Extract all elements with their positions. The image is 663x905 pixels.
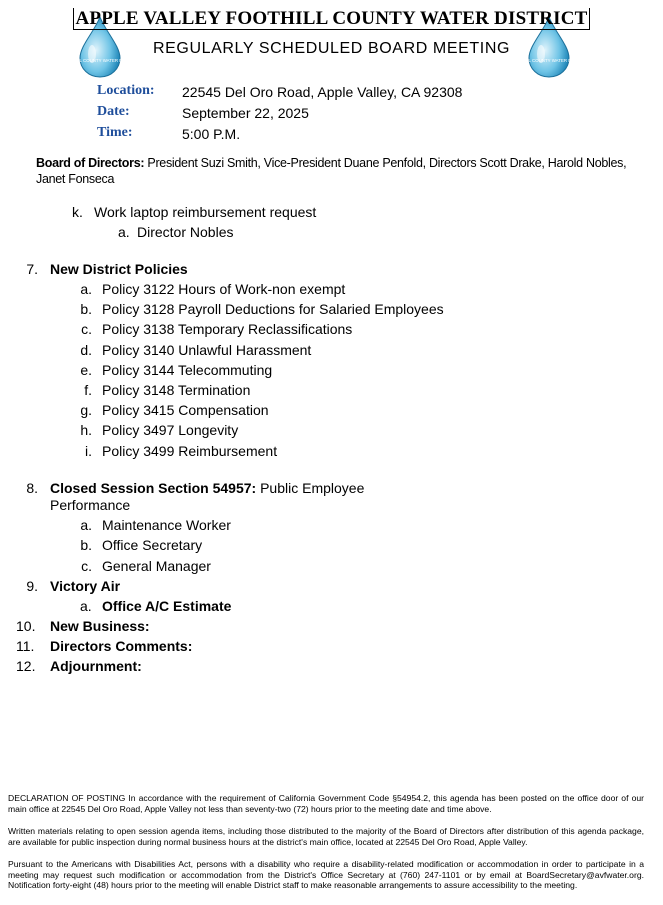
section-title-bold: Closed Session Section 54957: (50, 480, 257, 496)
section-number: 8. (26, 480, 38, 496)
item-text: Policy 3122 Hours of Work-non exempt (102, 281, 346, 297)
section-title: Adjournment: (50, 658, 142, 674)
item-text: Policy 3128 Payroll Deductions for Salaried Employees (102, 301, 444, 318)
section-number: 10. (16, 618, 36, 634)
section-number: 11. (16, 638, 35, 654)
item-text: General Manager (102, 557, 211, 574)
date-label: Date: (97, 104, 130, 119)
item-text: Policy 3148 Termination (102, 382, 251, 398)
item-text: Policy 3140 Unlawful Harassment (102, 341, 312, 358)
written-materials-notice: Written materials relating to open session agenda items, including those distributed to the majority of the Board of Directors after distribution of this agenda package, are available for public inspection during normal business hours at the district's main office, located at 22545 Del Oro Road, Apple Valley. (8, 826, 644, 847)
section-number: 12. (16, 658, 36, 674)
meeting-subtitle: REGULARLY SCHEDULED BOARD MEETING (152, 40, 511, 57)
board-label: Board of Directors: (36, 156, 145, 170)
item-letter: c. (81, 557, 92, 574)
item-letter: a. (118, 224, 130, 240)
item-text: Office Secretary (102, 537, 203, 554)
item-letter: b. (80, 537, 92, 554)
location-value: 22545 Del Oro Road, Apple Valley, CA 92308 (182, 84, 463, 100)
item-letter: a. (80, 281, 92, 297)
section-number: 9. (26, 578, 38, 594)
section-title-rest: Public Employee (260, 480, 365, 496)
item-text: Director Nobles (137, 224, 234, 240)
section-9-item-a (80, 597, 232, 615)
agenda-item-k (72, 203, 317, 221)
district-title: APPLE VALLEY FOOTHILL COUNTY WATER DISTRICT (75, 8, 588, 29)
item-text: Policy 3415 Compensation (102, 402, 269, 419)
item-text: Policy 3138 Temporary Reclassifications (102, 321, 353, 338)
item-text: Office A/C Estimate (102, 598, 232, 614)
item-letter: e. (80, 361, 92, 378)
item-letter: i. (85, 442, 92, 459)
item-letter: g. (80, 402, 92, 419)
section-title: Victory Air (50, 578, 121, 594)
item-letter: f. (84, 382, 92, 398)
logo-text: FOOTHILL COUNTY WATER DISTRICT (60, 58, 140, 63)
section-title: New District Policies (50, 261, 188, 277)
agenda-item-k-a (118, 223, 234, 241)
location-label: Location: (97, 83, 155, 98)
item-letter: d. (80, 341, 92, 358)
item-text: Work laptop reimbursement request (94, 204, 317, 220)
section-number: 7. (26, 261, 38, 277)
item-text: Policy 3497 Longevity (102, 422, 239, 439)
section-title: Directors Comments: (50, 638, 193, 654)
ada-notice: Pursuant to the Americans with Disabilities Act, persons with a disability who require a disability-related modification or accommodation in order to participate in a meeting may request such modification or accommodation from the District's Office Secretary at (760) 247-1101 or by email at BoardSecretary@avfwater.org. Notification forty-eight (48) hours prior to the meeting will enable District staff to make reasonable arrangements to assure accessibility to the meeting. (8, 859, 644, 891)
item-letter: h. (80, 422, 92, 439)
board-of-directors (36, 155, 646, 187)
time-value: 5:00 P.M. (182, 126, 241, 142)
item-letter: c. (81, 321, 92, 338)
item-letter: k. (72, 204, 83, 220)
section-8-title-line2: Performance (50, 497, 131, 513)
item-text: Policy 3499 Reimbursement (102, 442, 278, 459)
item-letter: b. (80, 301, 92, 318)
time-label: Time: (97, 125, 133, 140)
item-text: Policy 3144 Telecommuting (102, 361, 273, 378)
item-letter: a. (80, 517, 92, 533)
board-members: President Suzi Smith, Vice-President Duane Penfold, Directors Scott Drake, Harold Nobles, Janet Fonseca (36, 156, 627, 186)
declaration-of-posting: DECLARATION OF POSTING In accordance with the requirement of California Government Code §54954.2, this agenda has been posted on the office door of our main office at 22545 Del Oro Road, Apple Valley not less than seventy-two (72) hours prior to the meeting date and time above. (8, 793, 644, 814)
section-title: New Business: (50, 618, 150, 634)
item-text: Maintenance Worker (102, 517, 231, 533)
item-letter: a. (80, 598, 92, 614)
logo-text: FOOTHILL COUNTY WATER DISTRICT (509, 58, 589, 63)
date-value: September 22, 2025 (182, 105, 309, 121)
